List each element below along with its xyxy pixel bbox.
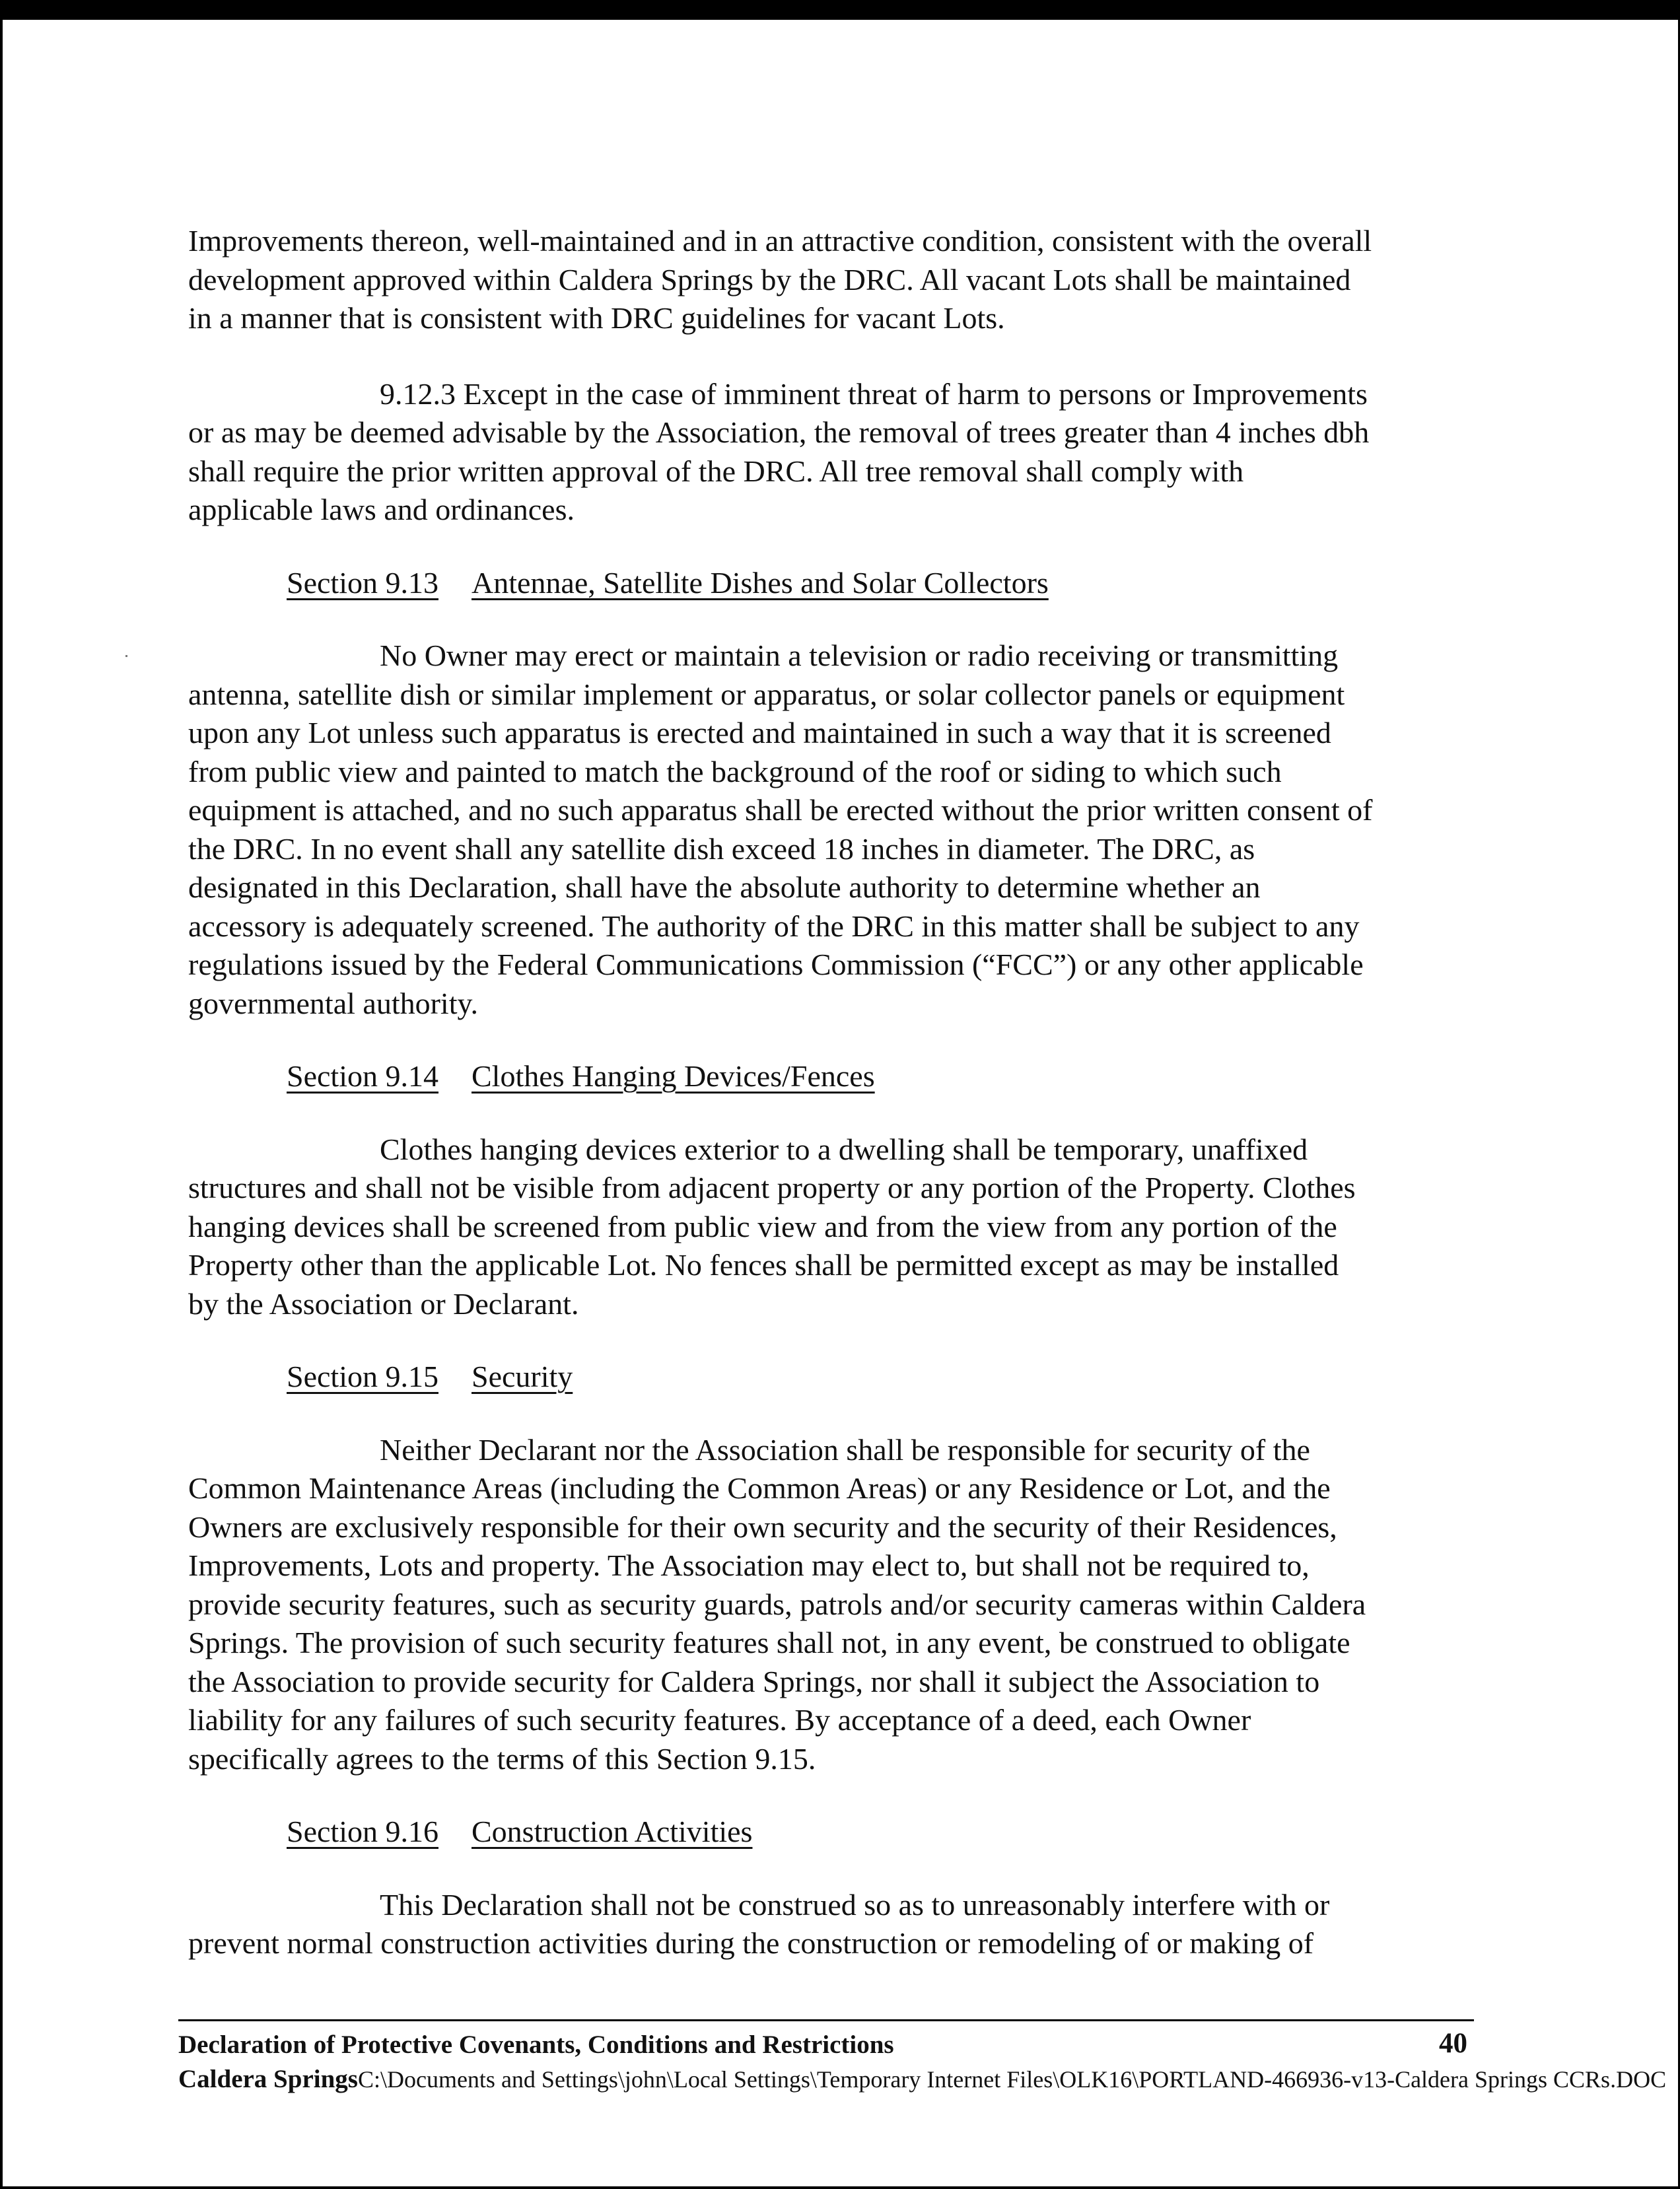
section-number: Section 9.15 xyxy=(287,1360,438,1393)
text-line: hanging devices shall be screened from public view and from the view from any portion of the xyxy=(188,1209,1337,1243)
page-number: 40 xyxy=(1439,2028,1467,2059)
text-line: Owners are exclusively responsible for their own security and the security of their Residences, xyxy=(188,1510,1337,1544)
section-number: Section 9.14 xyxy=(287,1059,438,1093)
text-line: liability for any failures of such security features. By acceptance of a deed, each Owner xyxy=(188,1703,1251,1737)
text-line: accessory is adequately screened. The authority of the DRC in this matter shall be subject to any xyxy=(188,909,1360,943)
paragraph-security xyxy=(188,1431,1509,1779)
section-heading-9-13 xyxy=(188,564,1509,603)
text-line: 9.12.3 Except in the case of imminent threat of harm to persons or Improvements xyxy=(380,376,1368,411)
text-line: No Owner may erect or maintain a television or radio receiving or transmitting xyxy=(380,639,1339,672)
paragraph-antennae xyxy=(188,637,1509,1023)
section-heading-9-14 xyxy=(188,1057,1509,1096)
text-line: Clothes hanging devices exterior to a dwelling shall be temporary, unaffixed xyxy=(380,1132,1308,1166)
paragraph-construction xyxy=(188,1886,1509,1963)
text-line: provide security features, such as security guards, patrols and/or security cameras within Caldera xyxy=(188,1587,1366,1621)
section-title: Security xyxy=(471,1360,573,1393)
section-number: Section 9.13 xyxy=(287,565,438,600)
text-line: structures and shall not be visible from adjacent property or any portion of the Property. Clothes xyxy=(188,1171,1356,1204)
footer-file-path: C:\Documents and Settings\john\Local Settings\Temporary Internet Files\OLK16\PORTLAND-466936-v13-Caldera Springs CCRs.DOC xyxy=(357,2066,1667,2093)
text-line: governmental authority. xyxy=(188,986,478,1020)
paragraph-clothes-hanging xyxy=(188,1130,1509,1324)
text-line: specifically agrees to the terms of this Section 9.15. xyxy=(188,1741,816,1776)
footer-title-row xyxy=(178,2029,1474,2061)
section-heading-9-16 xyxy=(188,1813,1509,1852)
section-title: Clothes Hanging Devices/Fences xyxy=(471,1059,875,1093)
text-line: development approved within Caldera Springs by the DRC. All vacant Lots shall be maintained xyxy=(188,262,1351,296)
section-title: Construction Activities xyxy=(471,1815,753,1848)
section-heading-9-15 xyxy=(188,1358,1509,1397)
paragraph-9-12-3 xyxy=(188,375,1509,530)
section-number: Section 9.16 xyxy=(287,1815,438,1848)
text-line: Common Maintenance Areas (including the Common Areas) or any Residence or Lot, and the xyxy=(188,1471,1331,1505)
text-line: upon any Lot unless such apparatus is erected and maintained in such a way that it is screened xyxy=(188,716,1331,749)
text-line: shall require the prior written approval of the DRC. All tree removal shall comply with xyxy=(188,454,1244,488)
text-line: antenna, satellite dish or similar implement or apparatus, or solar collector panels or equipment xyxy=(188,677,1345,711)
text-line: by the Association or Declarant. xyxy=(188,1286,579,1321)
footer-file-row xyxy=(178,2065,1667,2094)
footer-project-name: Caldera Springs xyxy=(178,2065,358,2093)
text-line: in a manner that is consistent with DRC guidelines for vacant Lots. xyxy=(188,301,1005,335)
section-title: Antennae, Satellite Dishes and Solar Collectors xyxy=(471,565,1049,600)
document-body xyxy=(188,222,1509,1963)
text-line: the Association to provide security for Caldera Springs, nor shall it subject the Association to xyxy=(188,1664,1320,1698)
scan-bottom-border xyxy=(0,2186,1680,2189)
scan-top-border xyxy=(0,0,1680,20)
text-line: Springs. The provision of such security features shall not, in any event, be construed to obligate xyxy=(188,1626,1350,1659)
text-line: designated in this Declaration, shall have the absolute authority to determine whether an xyxy=(188,870,1261,904)
text-line: Property other than the applicable Lot. No fences shall be permitted except as may be installed xyxy=(188,1248,1339,1282)
text-line: Neither Declarant nor the Association shall be responsible for security of the xyxy=(380,1432,1310,1467)
paragraph-dev-standards xyxy=(188,222,1509,338)
text-line: applicable laws and ordinances. xyxy=(188,493,575,526)
text-line: Improvements thereon, well-maintained and in an attractive condition, consistent with the overall xyxy=(188,224,1372,258)
text-line: regulations issued by the Federal Communications Commission (“FCC”) or any other applicable xyxy=(188,948,1364,981)
text-line: from public view and painted to match the background of the roof or siding to which such xyxy=(188,754,1282,788)
text-line: Improvements, Lots and property. The Association may elect to, but shall not be required to, xyxy=(188,1548,1310,1582)
page-footer xyxy=(178,2019,1667,2094)
text-line: the DRC. In no event shall any satellite dish exceed 18 inches in diameter. The DRC, as xyxy=(188,831,1255,866)
footer-rule xyxy=(178,2019,1474,2021)
scan-left-border xyxy=(0,20,3,2189)
text-line: prevent normal construction activities during the construction or remodeling of or making of xyxy=(188,1926,1314,1960)
scan-speck xyxy=(125,655,127,657)
text-line: equipment is attached, and no such apparatus shall be erected without the prior written consent of xyxy=(188,793,1373,827)
text-line: or as may be deemed advisable by the Association, the removal of trees greater than 4 inches dbh xyxy=(188,415,1370,449)
footer-doc-title: Declaration of Protective Covenants, Conditions and Restrictions xyxy=(178,2031,894,2059)
text-line: This Declaration shall not be construed so as to unreasonably interfere with or xyxy=(380,1887,1330,1922)
